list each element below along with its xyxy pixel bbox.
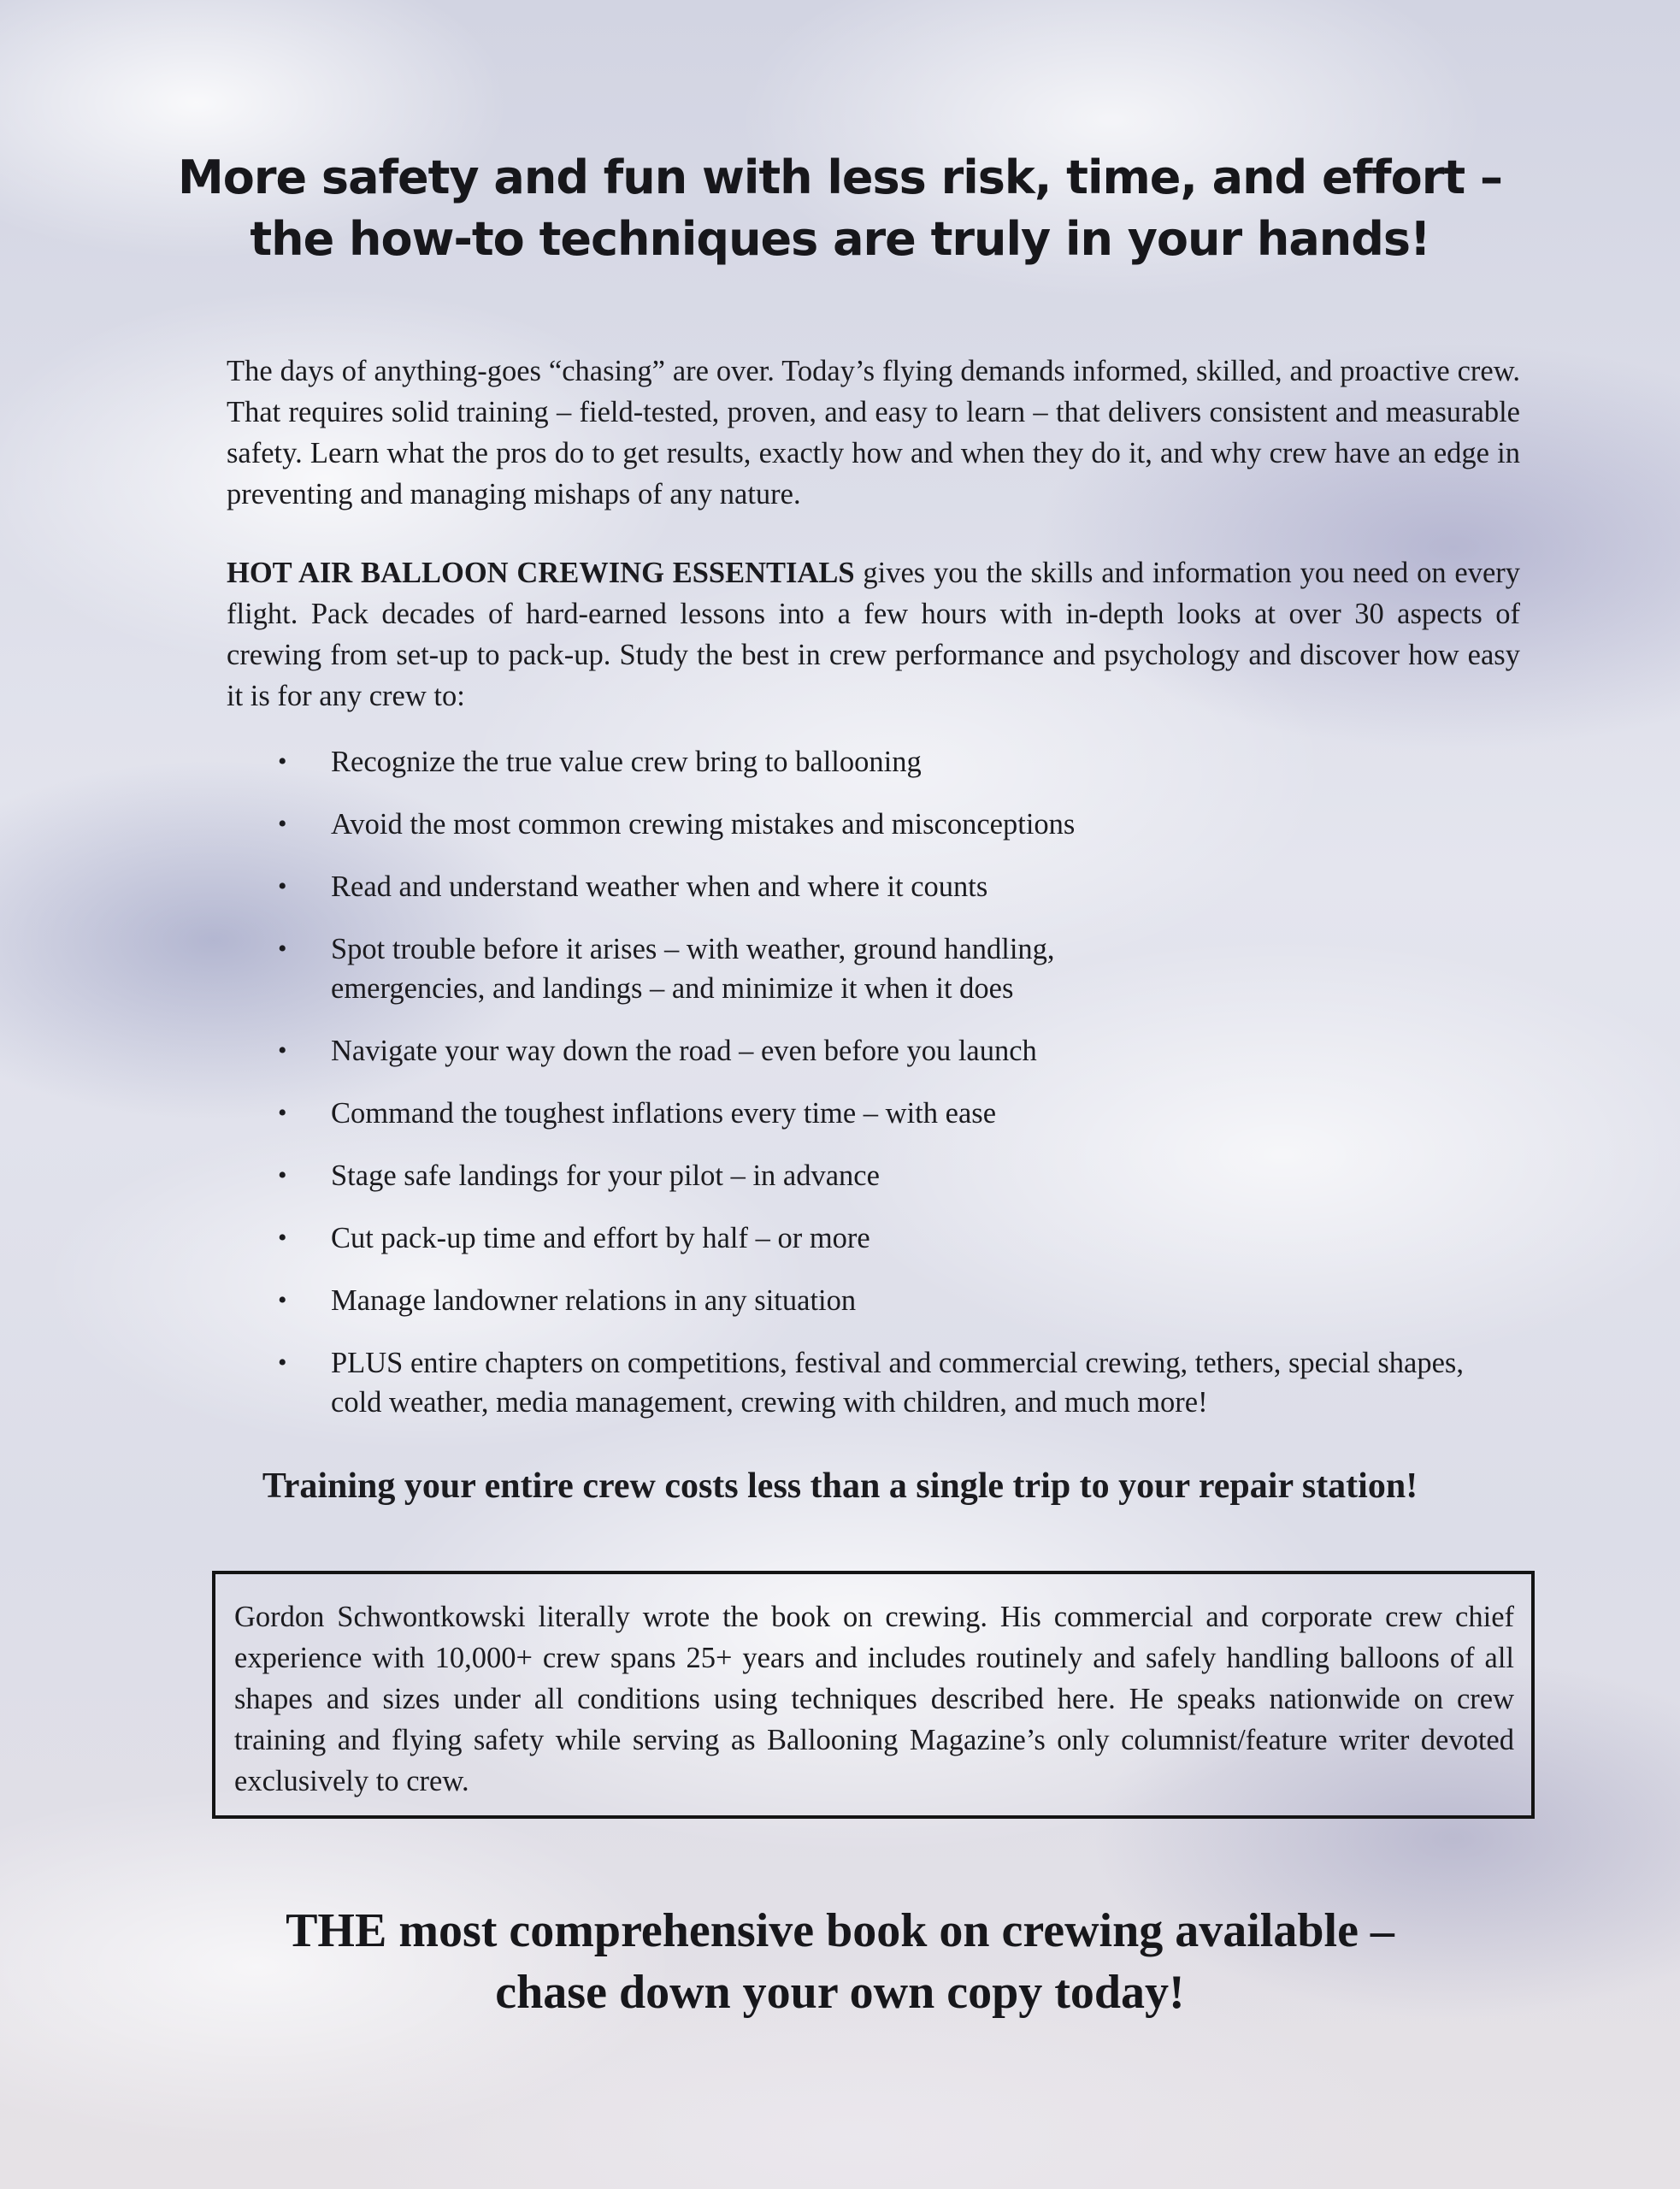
intro-paragraph: The days of anything-goes “chasing” are over. Today’s flying demands informed, skilled, and proactive crew. That requires solid training – field-tested, proven, and easy to learn – that delivers consistent and measurable safety. Learn what the pros do to get results, exactly how and when they do it, and why crew have an edge in preventing and managing mishaps of any nature. xyxy=(227,355,1520,510)
benefits-list xyxy=(278,742,1518,1445)
list-item xyxy=(278,1094,1518,1133)
list-item xyxy=(278,929,1207,1008)
author-bio: Gordon Schwontkowski literally wrote the book on crewing. His commercial and corporate crew chief experience with 10,000+ crew spans 25+ years and includes routinely and safely handling balloons of all shapes and sizes under all conditions using techniques described here. He speaks nationwide on crew training and flying safety while serving as Ballooning Magazine’s only columnist/feature writer devoted exclusively to crew. xyxy=(234,1601,1514,1797)
list-item-text: Manage landowner relations in any situation xyxy=(331,1284,857,1317)
bullet-icon: • xyxy=(278,1161,287,1189)
bullet-icon: • xyxy=(278,1099,287,1127)
list-item-text: PLUS entire chapters on competitions, festival and commercial crewing, tethers, special shapes, cold weather, media management, crewing with children, and much more! xyxy=(331,1347,1464,1419)
list-item-text: Spot trouble before it arises – with weather, ground handling, emergencies, and landings – and minimize it when it does xyxy=(331,933,1055,1005)
list-item-text: Cut pack-up time and effort by half – or more xyxy=(331,1222,870,1254)
book-title: HOT AIR BALLOON CREWING ESSENTIALS xyxy=(227,557,855,589)
list-item xyxy=(278,1281,1518,1320)
list-item xyxy=(278,1031,1518,1071)
bullet-icon: • xyxy=(278,1036,287,1065)
closing-line-1: THE most comprehensive book on crewing available – xyxy=(286,1904,1394,1957)
list-item-text: Command the toughest inflations every time – with ease xyxy=(331,1097,997,1130)
list-item xyxy=(278,1218,1518,1258)
list-item-text: Avoid the most common crewing mistakes and misconceptions xyxy=(331,808,1076,841)
bullet-icon: • xyxy=(278,935,287,963)
author-bio-box xyxy=(212,1571,1535,1819)
bullet-icon: • xyxy=(278,872,287,900)
bullet-icon: • xyxy=(278,747,287,776)
essentials-paragraph xyxy=(227,552,1520,717)
list-item-text: Navigate your way down the road – even before you launch xyxy=(331,1035,1037,1067)
bullet-icon: • xyxy=(278,810,287,838)
bullet-icon: • xyxy=(278,1224,287,1252)
bullet-icon: • xyxy=(278,1286,287,1314)
list-item xyxy=(278,805,1518,844)
list-item xyxy=(278,1343,1518,1422)
essentials-text: gives you the skills and information you need on every flight. Pack decades of hard-earned lessons into a few hours with in-depth looks at over 30 aspects of crewing from set-up to pack-up. Study the best in crew performance and psychology and discover how easy it is for any crew to: xyxy=(227,557,1521,712)
list-item-text: Read and understand weather when and where it counts xyxy=(331,870,988,903)
headline xyxy=(171,147,1509,270)
list-item xyxy=(278,867,1518,906)
closing-line-2: chase down your own copy today! xyxy=(495,1966,1185,2019)
list-item xyxy=(278,742,1518,782)
list-item-text: Recognize the true value crew bring to ballooning xyxy=(331,746,922,778)
headline-line-2: the how-to techniques are truly in your hands! xyxy=(250,212,1430,266)
list-item-text: Stage safe landings for your pilot – in advance xyxy=(331,1159,880,1192)
closing-call-to-action xyxy=(171,1900,1509,2023)
bullet-icon: • xyxy=(278,1348,287,1377)
headline-line-1: More safety and fun with less risk, time, and effort – xyxy=(178,150,1502,204)
list-item xyxy=(278,1156,1518,1195)
tagline: Training your entire crew costs less than a single trip to your repair station! xyxy=(262,1466,1418,1506)
